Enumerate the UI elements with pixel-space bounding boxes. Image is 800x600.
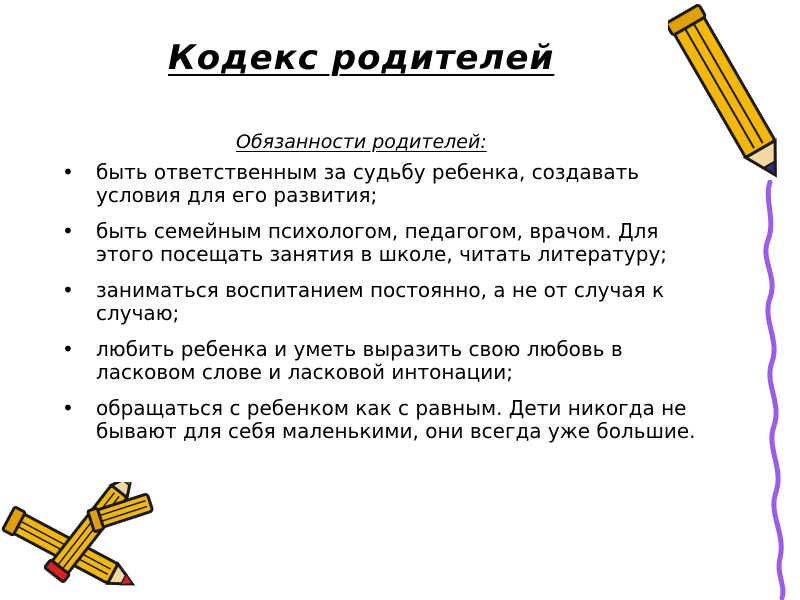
list-item xyxy=(62,161,722,207)
slide-subtitle: Обязанности родителей: xyxy=(236,131,487,153)
bullet-list xyxy=(62,161,722,456)
list-item xyxy=(62,338,722,384)
bullet-marker: • xyxy=(62,396,74,420)
crayons-icon xyxy=(0,482,175,600)
list-item-text: быть семейным психологом, педагогом, врачом. Для этого посещать занятия в школе, читать литературу; xyxy=(96,219,668,266)
list-item xyxy=(62,220,722,266)
squiggle-line xyxy=(742,180,800,600)
bullet-marker: • xyxy=(62,278,74,302)
list-item-text: заниматься воспитанием постоянно, а не от случая к случаю; xyxy=(96,278,665,325)
list-item-text: обращаться с ребенком как с равным. Дети никогда не бывают для себя маленькими, они всегда уже большие. xyxy=(96,396,696,443)
bullet-marker: • xyxy=(62,337,74,361)
slide-title: Кодекс родителей xyxy=(168,38,555,78)
list-item xyxy=(62,279,722,325)
pencil-icon xyxy=(668,0,788,190)
list-item-text: любить ребенка и уметь выразить свою любовь в ласковом слове и ласковой интонации; xyxy=(96,337,623,384)
bullet-marker: • xyxy=(62,219,74,243)
list-item xyxy=(62,397,722,443)
bullet-marker: • xyxy=(62,160,74,184)
list-item-text: быть ответственным за судьбу ребенка, создавать условия для его развития; xyxy=(96,160,640,207)
